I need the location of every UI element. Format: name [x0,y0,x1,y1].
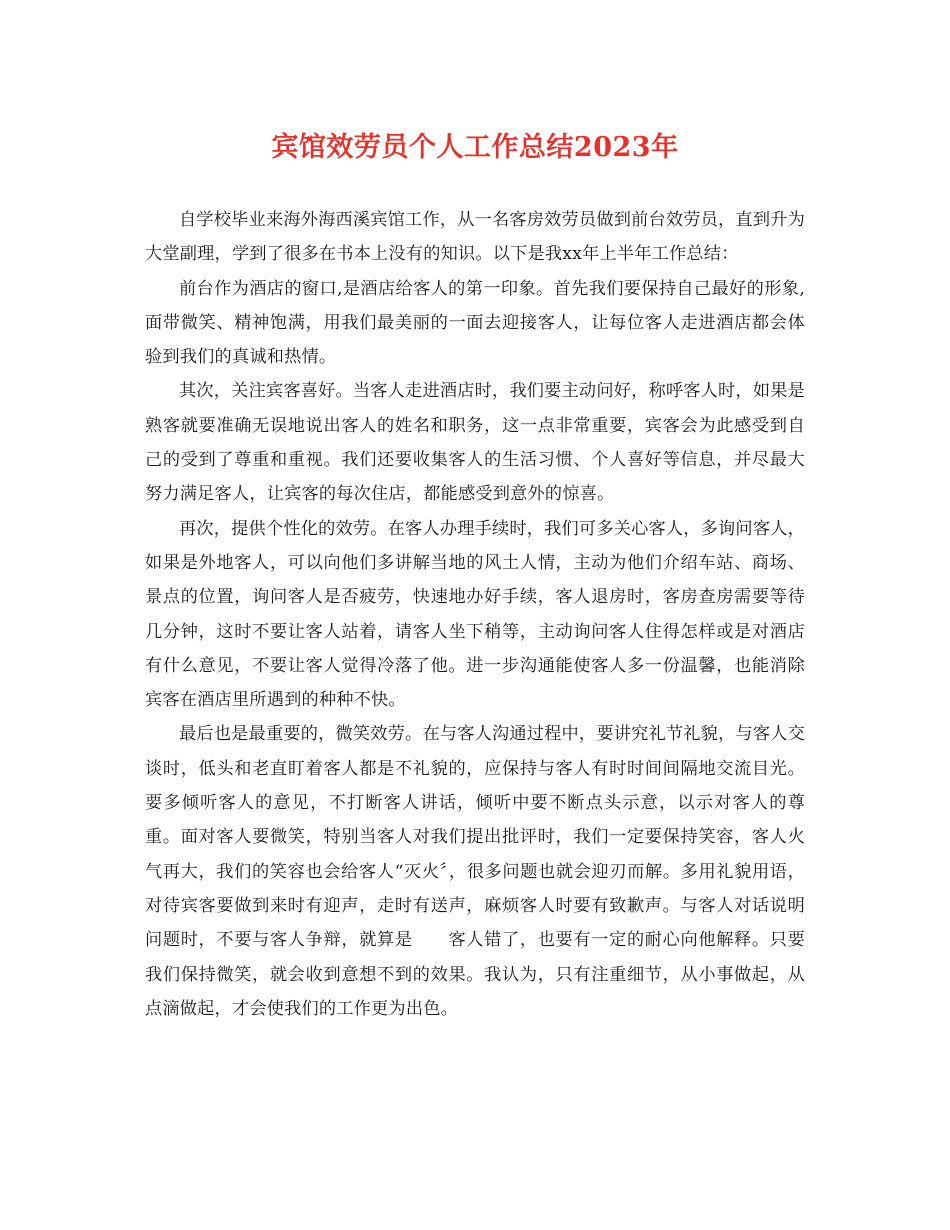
paragraph-guest-preferences: 其次，关注宾客喜好。当客人走进酒店时，我们要主动问好，称呼客人时，如果是熟客就要准确无误地说出客人的姓名和职务，这一点非常重要，宾客会为此感受到自己的受到了尊重和重视。我们还要收集客人的生活习惯、个人喜好等信息，并尽最大努力满足客人，让宾客的每次住店，都能感受到意外的惊喜。 [145,381,805,505]
paragraph-smile-service: 最后也是最重要的，微笑效劳。在与客人沟通过程中，要讲究礼节礼貌，与客人交谈时，低头和老直盯着客人都是不礼貌的，应保持与客人有时时间间隔地交流目光。要多倾听客人的意见，不打断客人讲话，倾听中要不断点头示意，以示对客人的尊重。面对客人要微笑，特别当客人对我们提出批评时，我们一定要保持笑容，客人火气再大，我们的笑容也会给客人“灭火〞，很多问题也就会迎刃而解。多用礼貌用语，对待宾客要做到来时有迎声，走时有送声，麻烦客人时要有致歉声。与客人对话说明问题时，不要与客人争辩，就算是 客人错了，也要有一定的耐心向他解释。只要我们保持微笑，就会收到意想不到的效果。我认为，只有注重细节，从小事做起，从点滴做起，才会使我们的工作更为出色。 [145,724,805,1019]
paragraph-front-desk: 前台作为酒店的窗口,是酒店给客人的第一印象。首先我们要保持自己最好的形象,面带微笑、精神饱满，用我们最美丽的一面去迎接客人，让每位客人走进酒店都会体验到我们的真诚和热情。 [145,278,805,368]
document-body [145,203,805,1026]
document-title: 宾馆效劳员个人工作总结2023年 [271,132,679,163]
paragraph-intro: 自学校毕业来海外海西溪宾馆工作，从一名客房效劳员做到前台效劳员，直到升为大堂副理，学到了很多在书本上没有的知识。以下是我xx年上半年工作总结： [145,210,805,265]
paragraph-personalized-service: 再次，提供个性化的效劳。在客人办理手续时，我们可多关心客人，多询问客人，如果是外地客人，可以向他们多讲解当地的风土人情，主动为他们介绍车站、商场、景点的位置，询问客人是否疲劳，快速地办好手续，客人退房时，客房查房需要等待几分钟，这时不要让客人站着，请客人坐下稍等，主动询问客人住得怎样或是对酒店有什么意见，不要让客人觉得冷落了他。进一步沟通能使客人多一份温馨，也能消除宾客在酒店里所遇到的种种不快。 [145,518,805,711]
